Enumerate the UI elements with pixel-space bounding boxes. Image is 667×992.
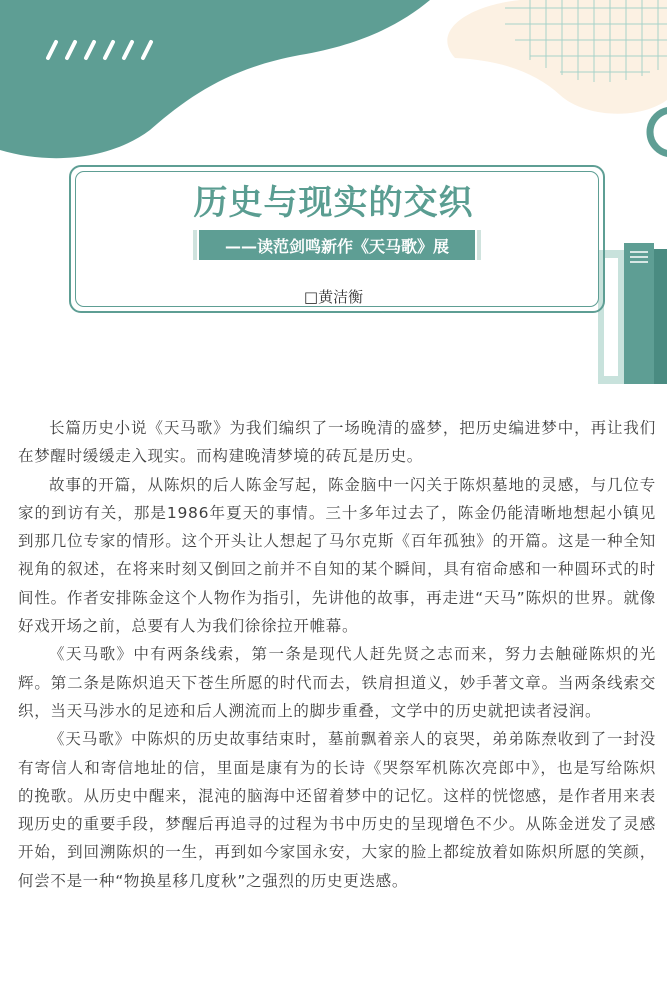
article-title: 历史与现实的交织: [193, 183, 474, 223]
article-subtitle: ——读范剑鸣新作《天马歌》展: [224, 236, 449, 256]
article-body: [18, 414, 656, 895]
paragraph: 长篇历史小说《天马歌》为我们编织了一场晚清的盛梦，把历史编进梦中，再让我们在梦醒时缓缓走入现实。而构建晚清梦境的砖瓦是历史。: [18, 419, 656, 466]
book-icon: [598, 243, 667, 384]
paragraph: 故事的开篇，从陈炽的后人陈金写起，陈金脑中一闪关于陈炽墓地的灵感，与几位专家的到访有关，那是1986年夏天的事情。三十多年过去了，陈金仍能清晰地想起小镇见到那几位专家的情形。这个开头让人想起了马尔克斯《百年孤独》的开篇。这是一种全知视角的叙述，在将来时刻又倒回之前并不自知的某个瞬间，具有宿命感和一种圆环式的时间性。作者安排陈金这个人物作为指引，先讲他的故事，再走进“天马”陈炽的世界。就像好戏开场之前，总要有人为我们徐徐拉开帷幕。: [18, 475, 656, 636]
cream-blob: [447, 0, 667, 114]
subtitle-banner: [199, 230, 475, 260]
paragraph: 《天马歌》中有两条线索，第一条是现代人赶先贤之志而来，努力去触碰陈炽的光辉。第二条是陈炽追天下苍生所愿的时代而去，铁肩担道义，妙手著文章。当两条线索交织，当天马涉水的足迹和后人溯流而上的脚步重叠，文学中的历史就把读者浸润。: [18, 645, 656, 720]
author-byline: □黄洁衡: [303, 288, 364, 306]
ring-ornament: [650, 110, 667, 154]
paragraph: 《天马歌》中陈炽的历史故事结束时，墓前飘着亲人的哀哭，弟弟陈焘收到了一封没有寄信人和寄信地址的信，里面是康有为的长诗《哭祭军机陈次亮郎中》，也是写给陈炽的挽歌。从历史中醒来，混沌的脑海中还留着梦中的记忆。这样的恍惚感，是作者用来表现历史的重要手段，梦醒后再追寻的过程为书中历史的呈现增色不少。从陈金迸发了灵感开始，到回溯陈炽的一生，再到如今家国永安，大家的脸上都绽放着如陈炽所愿的笑颜，何尝不是一种“物换星移几度秋”之强烈的历史更迭感。: [18, 730, 656, 890]
teal-blob: [0, 0, 430, 158]
